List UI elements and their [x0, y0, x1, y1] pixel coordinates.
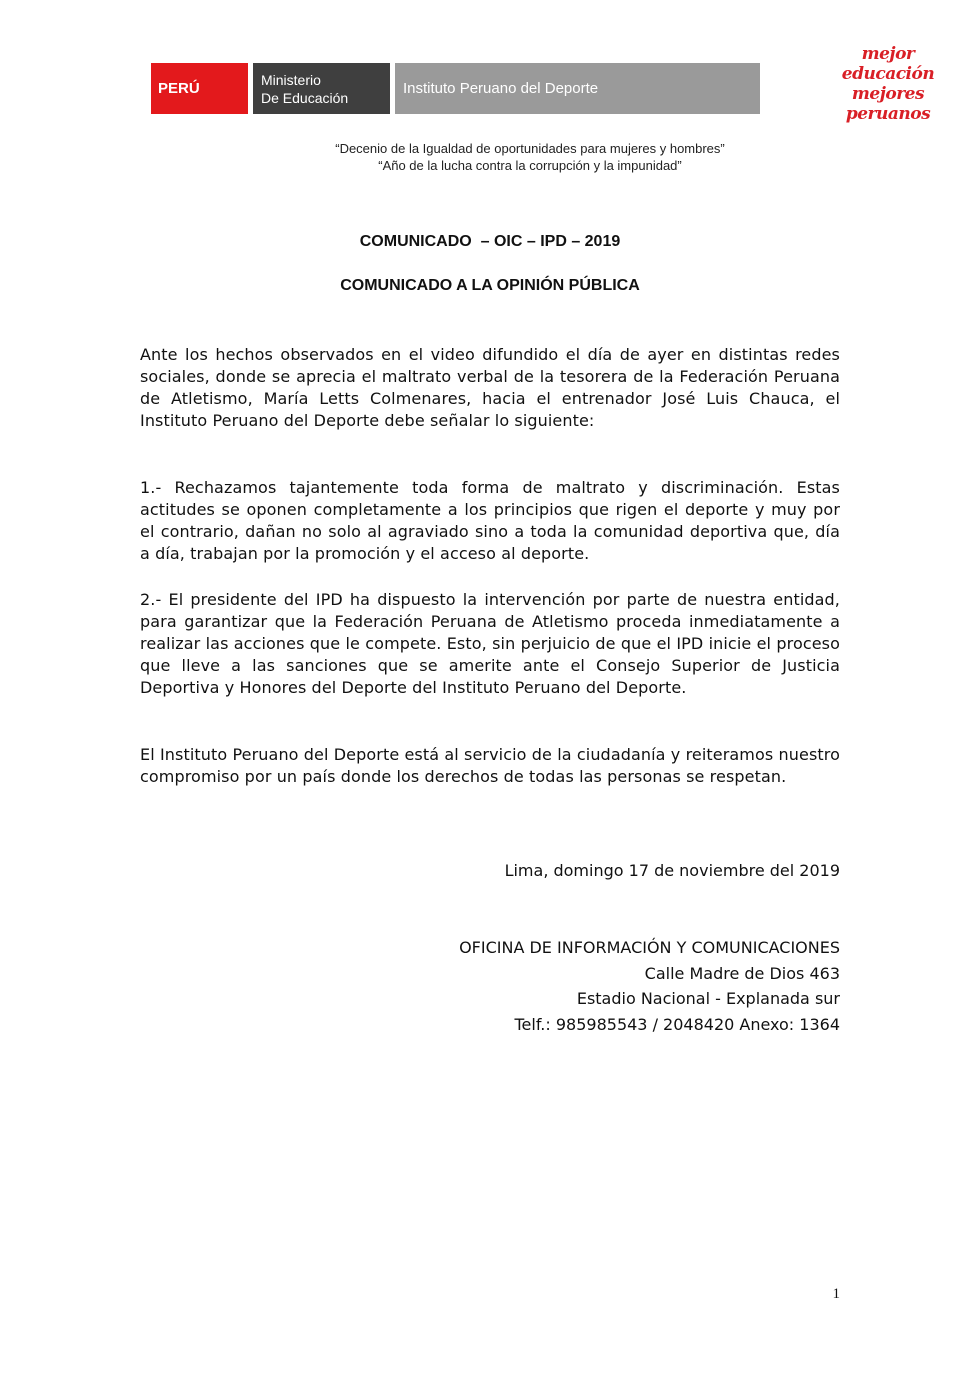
ministerio-line-1: Ministerio — [261, 72, 321, 88]
institute-label: Instituto Peruano del Deporte — [403, 80, 599, 97]
slogan-line-2: educación — [841, 64, 935, 84]
office-street: Calle Madre de Dios 463 — [644, 964, 840, 983]
point-1-paragraph: 1.- Rechazamos tajantemente toda forma de maltrato y discriminación. Estas actitudes se oponen completamente a los principios que rigen el deporte y muy por el contrario, dañan no solo al agraviado sino a toda la comunidad deportiva que, día a día, trabajan por la promoción y el acceso al deporte. — [140, 478, 840, 563]
year-name: “Año de la lucha contra la corrupción y la impunidad” — [378, 158, 682, 173]
slogan-line-4: peruanos — [845, 104, 931, 124]
peru-logo — [151, 63, 248, 114]
document-title: COMUNICADO – OIC – IPD – 2019 — [359, 233, 621, 250]
ministerio-line-2: De Educación — [261, 90, 349, 106]
document-date: Lima, domingo 17 de noviembre del 2019 — [504, 861, 840, 880]
intro-paragraph: Ante los hechos observados en el video difundido el día de ayer en distintas redes sociales, donde se aprecia el maltrato verbal de la tesorera de la Federación Peruana de Atletismo, María Letts Colmenares, hacia el entrenador José Luis Chauca, el Instituto Peruano del Deporte debe señalar lo siguiente: — [140, 345, 840, 430]
point-2-paragraph: 2.- El presidente del IPD ha dispuesto la intervención por parte de nuestra entidad, para garantizar que la Federación Peruana de Atletismo proceda inmediatamente a realizar las acciones que le compete. Esto, sin perjuicio de que el IPD inicie el proceso que lleve a las sanciones que se amerite ante el Consejo Superior de Justicia Deportiva y Honores del Deporte del Instituto Peruano del Deporte. — [140, 590, 840, 697]
slogan-line-1: mejor — [861, 44, 915, 64]
office-place: Estadio Nacional - Explanada sur — [576, 989, 840, 1008]
document-subtitle: COMUNICADO A LA OPINIÓN PÚBLICA — [340, 277, 640, 294]
peru-logo-label: PERÚ — [158, 80, 200, 97]
institutional-header — [151, 63, 760, 114]
decade-name: “Decenio de la Igualdad de oportunidades para mujeres y hombres” — [335, 141, 725, 156]
closing-paragraph: El Instituto Peruano del Deporte está al servicio de la ciudadanía y reiteramos nuestro compromiso por un país donde los derechos de todas las personas se respetan. — [140, 745, 840, 786]
slogan-line-3: mejores — [851, 84, 925, 104]
office-name: OFICINA DE INFORMACIÓN Y COMUNICACIONES — [459, 938, 840, 957]
institute-logo — [395, 63, 760, 114]
year-names — [240, 140, 820, 174]
page-number: 1 — [832, 1286, 840, 1302]
ministerio-logo — [253, 63, 390, 114]
office-phone: Telf.: 985985543 / 2048420 Anexo: 1364 — [514, 1015, 840, 1034]
slogan-logo — [833, 44, 943, 124]
